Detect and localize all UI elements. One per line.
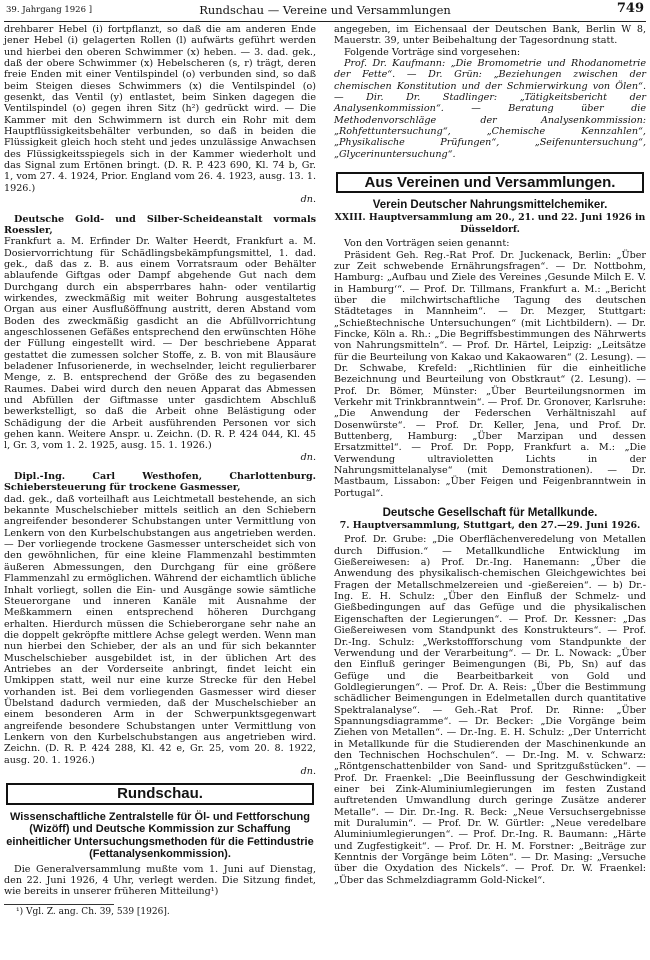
author-signature: dn. (300, 451, 316, 463)
society-heading: Verein Deutscher Nahrungsmittelchemiker. (372, 199, 608, 212)
patent-entry-heading (4, 214, 316, 237)
patent-entry-heading (4, 471, 316, 494)
header-volume: 39. Jahrgang 1926 ] (6, 5, 93, 15)
footnote: ¹) Vgl. Z. ang. Ch. 39, 539 [1926]. (16, 906, 170, 917)
right-column (334, 24, 646, 886)
patent-entry-text: Frankfurt a. M. Erfinder Dr. Walter Heerdt, Frankfurt a. M. Dosiervorrichtung für Schädlingsbekämpfungsmittel, 1. dad. gek., daß das z. B. aus einem Vorratsraum oder Behälter ablaufende Giftgas oder Dampf abgehende Gut nach dem Durchgang durch ein absperrbares hahn- oder ventilartig wirkendes, zweckmäßig mit weiter Bohrung ausgestaltetes Organ aus einer Ausflußöffnung austritt, deren Abstand vom Boden des zweckmäßig gasdicht an die Abfüllvorrichtung angeschlossenen Gefäßes entsprechend den erwünschten Höhe der Füllung eingestellt wird. — Der beschriebene Apparat gestattet die zumessen solcher Stoffe, z. B. von mit Blausäure beladener Infusorienerde, in wechselnder, leicht regulierbarer Menge, z. B. entsprechend der Größe des zu begasenden Raumes. Dabei wird durch den neuen Apparat das Abmessen und Abfüllen der Giftmasse unter gasdichtem Abschluß bewerkstelligt, so daß die Arbeit ohne Belästigung oder Schädigung der die Arbeit ausführenden Personen vor sich gehen kann. Weitere Anspr. u. Zeichn. (D. R. P. 424 044, Kl. 45 l, Gr. 3, vom 1. 2. 1925, ausg. 15. 1. 1926.) (4, 236, 316, 452)
left-column (4, 24, 316, 918)
meeting-subheading: 7. Hauptversammlung, Stuttgart, den 27.—29. Juni 1926. (339, 520, 641, 532)
page-number: 749 (616, 1, 644, 16)
meeting-lectures: Präsident Geh. Reg.-Rat Prof. Dr. Juckenack, Berlin: „Über zur Zeit schwebende Ernährungsfragen“. — Dr. Nottbohm, Hamburg: „Aufbau und Ziele des Vereines ‚Gesunde Milch E. V. in Hamburg‘“. — Prof. Dr. Tillmans, Frankfurt a. M.: „Bericht über die milchwirtschaftliche Tagung des deutschen Städtetages in Mannheim“. — Dr. Mezger, Stuttgart: „Schießtechnische Untersuchungen“ (mit Lichtbildern). — Dr. Fincke, Köln a. Rh.: „Die Begriffsbestimmungen des Nährwerts von Nahrungsmitteln“. — Prof. Dr. Härtel, Leipzig: „Leitsätze für die Beurteilung von Kakao und Kakaowaren“ (2. Lesung). — Dr. Schwabe, Krefeld: „Richtlinien für die einheitliche Bezeichnung und Beurteilung von Obstkraut“ (2. Lesung). — Prof. Dr. Bömer, Münster: „Über Beurteilungsnormen im Verkehr mit Trinkbranntwein“. — Prof. Dr. Gronover, Karlsruhe: „Die Anwendung der Federschen Verhältniszahl auf Dosenwürste“. — Prof. Dr. Keller, Jena, und Prof. Dr. Buttenberg, Hamburg: „Über Marzipan und dessen Ersatzmittel“. — Prof. Dr. Popp, Frankfurt a. M.: „Die Verwendung ultravioletten Lichts in der Nahrungsmittelanalyse“ (mit Demonstrationen). — Dr. Mastbaum, Lissabon: „Über Feigen und Feigenbranntwein in Portugal“. (334, 249, 646, 499)
meeting-lectures: Prof. Dr. Grube: „Die Oberflächenveredelung von Metallen durch Diffusion.“ — Metallkundliche Entwicklung im Gießereiwesen: a) Prof. Dr.-Ing. Hanemann: „Über die Anwendung des physikalisch-chemischen Gleichgewichtes bei Fragen der Metallschmelzereien und -gießereien“. — b) Dr.-Ing. E. H. Schulz: „Über den Einfluß der Schmelz- und Gießbedingungen auf das Gefüge und die physikalischen Eigenschaften der Legierungen“. — Prof. Dr. Kessner: „Das Gießereiwesen vom Standpunkt des Konstrukteurs“. — Prof. Dr.-Ing. Schulz: „Werkstoffforschung vom Standpunkte der Verwendung und der Verarbeitung“. — Dr. L. Nowack: „Über den Einfluß geringer Beimengungen (Bi, Pb, Sn) auf das Gefüge und die Bearbeitbarkeit von Gold und Goldlegierungen“. — Prof. Dr. A. Reis: „Über die Bestimmung schädlicher Beimengungen in Edelmetallen durch quantitative Spektralanalyse“. — Geh.-Rat Prof. Dr. Rinne: „Über Spannungsdiagramme“. — Dr. Becker: „Die Vorgänge beim Ziehen von Metallen“. — Dr.-Ing. E. H. Schulz: „Der Unterricht in Metallkunde für die Studierenden der Maschinenkunde an den Technischen Hochschulen“. — Dr.-Ing. M. v. Schwarz: „Röntgenschattenbilder von Sand- und Spritzgußstücken“. — Prof. Dr. Fraenkel: „Die Beeinflussung der Geschwindigkeit einer bei Zink-Aluminiumlegierungen im festen Zustand auftretenden Umwandlung durch geringe Zusätze anderer Metalle“. — Dir. Dr.-Ing. R. Beck: „Neue Versuchsergebnisse mit Duralumin“. — Prof. Dr. W. Gürtler: „Neue veredelbare Aluminiumlegierungen“. — Prof. Dr.-Ing. R. Baumann: „Härte und Zugfestigkeit“. — Prof. Dr. H. M. Forstner: „Beiträge zur Kenntnis der Vorgänge beim Löten“. — Dr. Masing: „Versuche über die Oxydation des Nickels“. — Prof. Dr. W. Fraenkel: „Über das Schmelzdiagramm Gold-Nickel“. (334, 534, 646, 886)
patent-applicant: Dipl.-Ing. Carl Westhofen, Charlottenburg. Schiebersteuerung für trockene Gasmesser, (4, 471, 316, 494)
patent-applicant: Deutsche Gold- und Silber-Scheideanstalt vormals Roessler, (4, 213, 316, 236)
article-text-continued: angegeben, im Eichensaal der Deutschen Bank, Berlin W 8, Mauerstr. 39, unter Beibehaltung der Tagesordnung statt. (334, 24, 646, 47)
header-title: Rundschau — Vereine und Versammlungen (199, 3, 451, 17)
author-signature: dn. (300, 194, 316, 206)
patent-text-continued: drehbarer Hebel (i) fortpflanzt, so daß die am anderen Ende jener Hebel (i) gelagerten Rollen (l) aufwärts geführt werden und hierbei den oberen Schwimmer (x) heben. — 3. dad. gek., daß der obere Schwimmer (x) Hebelscheren (s, r) trägt, deren freie Enden mit einer Ventilspindel (o) verbunden sind, so daß beim Steigen dieses Schwimmers (x) die Ventilspindel (o) gesenkt, das Ventil (y) entlastet, beim Sinken dagegen die Ventilspindel (o) gegen ihren Sitz (h²) gedrückt wird. — Die Kammer mit den Schwimmern ist durch ein Rohr mit dem Hauptflüssigkeitsbehälter verbunden, so daß in beiden die Flüssigkeit gleich hoch steht und jedes unzulässige Anwachsen des Flüssigkeitsspiegels sich in der Kammer wiederholt und das Signal zum Ertönen bringt. (D. R. P. 423 690, Kl. 74 b, Gr. 1, vom 27. 4. 1924, Prior. England vom 26. 4. 1923, ausg. 13. 1. 1926.) (4, 24, 316, 194)
section-box-vereine: Aus Vereinen und Versammlungen. (336, 172, 644, 193)
patent-entry-text: dad. gek., daß vorteilhaft aus Leichtmetall bestehende, an sich bekannte Muschelschieber mittels seitlich an den Schiebern angreifender besonderer Schubstangen unter Vermittlung von Lenkern von den Kurbelschubstangen aus angetrieben werden. — Der vorliegende trockene Gasmesser unterscheidet sich von den gewöhnlichen, für eine kleine Flammenzahl bestimmten äußeren Abmessungen, den Durchgang für eine größere Flammenzahl zu ermöglichen. Während der eichamtlich übliche Inhalt vorliegt, sollen die Ein- und Ausgänge sowie sämtliche Steuerorgane und inneren Kanäle mit Ausnahme der Meßkammern einen entsprechend höheren Durchgang erhalten. Hierdurch müssen die Schieberorgane sehr nahe an die doppelt gekröpfte mittlere Achse gelegt werden. Wenn man nun hierbei den Schieber, der als an und für sich bekannter Muschelschieber ausgebildet ist, in der üblichen Art des Antriebes an der Vorderseite anbringt, findet leicht ein Umkippen statt, weil nur eine kurze Strecke für den Hebel vorhanden ist. Bei dem vorliegenden Gasmesser wird dieser Übelstand dadurch vermieden, daß der Muschelschieber an einem besonderen Arm in der Schwerpunktsgegenwart angreifende besondere Schubstangen unter Vermittlung von Lenkern von den Kurbelschubstangen aus angetrieben wird. Zeichn. (D. R. P. 424 288, Kl. 42 e, Gr. 25, vom 20. 8. 1922, ausg. 20. 1. 1926.) (4, 493, 316, 766)
lectures-list: Prof. Dr. Kaufmann: „Die Bromometrie und Rhodanometrie der Fette“. — Dr. Grün: „Beziehungen zwischen der chemischen Konstitution und der Schmierwirkung von Ölen“. — Dir. Dr. Stadlinger: „Tätigkeitsbericht der Analysenkommission“. — Beratung über die Methodenvorschläge der Analysenkommission: „Rohfettuntersuchung“, „Chemische Kennzahlen“, „Physikalische Prüfungen“, „Seifenuntersuchung“, „Glycerinuntersuchung“. (334, 58, 646, 160)
author-signature: dn. (300, 766, 316, 777)
page-header (4, 0, 646, 22)
article-heading: Wissenschaftliche Zentralstelle für Öl- und Fettforschung (Wizöff) und Deutsche Kommission zur Schaffung einheitlicher Untersuchungsmethoden für die Fettindustrie (Fettanalysenkommission). (6, 810, 314, 861)
article-text: Die Generalversammlung mußte vom 1. Juni auf Dienstag, den 22. Juni 1926, 4 Uhr, verlegt werden. Die Sitzung findet, wie bereits in unserer früheren Mitteilung¹) (4, 863, 316, 898)
section-box-rundschau: Rundschau. (6, 783, 314, 804)
lectures-intro: Folgende Vorträge sind vorgesehen: (344, 46, 521, 58)
society-heading: Deutsche Gesellschaft für Metallkunde. (382, 507, 598, 520)
meeting-subheading: XXIII. Hauptversammlung am 20., 21. und 22. Juni 1926 in Düsseldorf. (334, 212, 646, 235)
meeting-intro: Von den Vorträgen seien genannt: (344, 238, 510, 250)
